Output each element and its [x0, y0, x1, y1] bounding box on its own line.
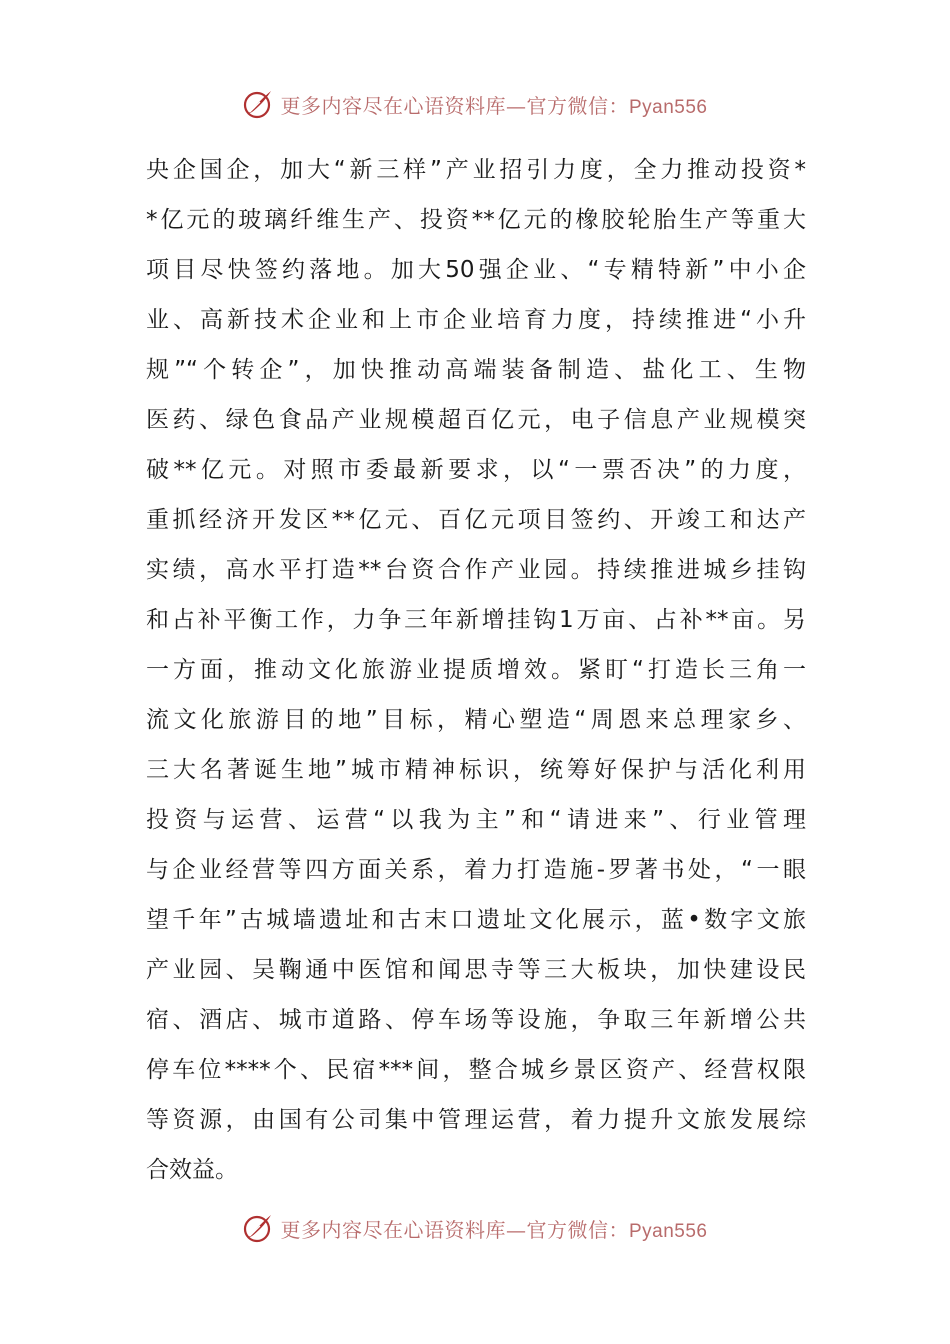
text-line: 规”“个转企”，加快推动高端装备制造、盐化工、生物 — [146, 357, 806, 383]
watermark-text — [280, 90, 707, 119]
watermark-handle: Pyan556 — [628, 96, 708, 118]
text-line: 医药、绿色食品产业规模超百亿元，电子信息产业规模突 — [146, 407, 806, 433]
text-line: 与企业经营等四方面关系，着力打造施-罗著书处，“一眼 — [146, 857, 806, 883]
text-line: 产业园、吴鞠通中医馆和闻思寺等三大板块，加快建设民 — [146, 957, 806, 983]
text-line: 合效益。 — [146, 1157, 238, 1183]
footer-watermark — [0, 1208, 950, 1248]
text-line: 实绩，高水平打造**台资合作产业园。持续推进城乡挂钩 — [146, 557, 806, 583]
text-line: 望千年”古城墙遗址和古末口遗址文化展示，蓝•数字文旅 — [146, 907, 806, 933]
text-line: 宿、酒店、城市道路、停车场等设施，争取三年新增公共 — [146, 1007, 806, 1033]
header-watermark — [0, 84, 950, 124]
watermark-label: 更多内容尽在心语资料库—官方微信： — [280, 1217, 629, 1242]
quill-logo-icon — [242, 1212, 274, 1244]
text-line: 项目尽快签约落地。加大50强企业、“专精特新”中小企 — [146, 257, 806, 283]
text-line: 和占补平衡工作，力争三年新增挂钩1万亩、占补**亩。另 — [146, 607, 806, 633]
text-line: 流文化旅游目的地”目标，精心塑造“周恩来总理家乡、 — [146, 707, 806, 733]
text-line: 央企国企，加大“新三样”产业招引力度，全力推动投资* — [146, 157, 806, 183]
text-line: 投资与运营、运营“以我为主”和“请进来”、行业管理 — [146, 807, 806, 833]
text-line: 停车位****个、民宿***间，整合城乡景区资产、经营权限 — [146, 1057, 806, 1083]
watermark-label: 更多内容尽在心语资料库—官方微信： — [280, 93, 629, 118]
text-line: 破**亿元。对照市委最新要求，以“一票否决”的力度， — [146, 457, 806, 483]
document-body — [146, 145, 806, 1195]
text-line: 等资源，由国有公司集中管理运营，着力提升文旅发展综 — [146, 1107, 806, 1133]
text-line: 重抓经济开发区**亿元、百亿元项目签约、开竣工和达产 — [146, 507, 806, 533]
quill-logo-icon — [242, 88, 274, 120]
text-line: 一方面，推动文化旅游业提质增效。紧盯“打造长三角一 — [146, 657, 806, 683]
watermark-handle: Pyan556 — [628, 1220, 708, 1242]
text-line: 业、高新技术企业和上市企业培育力度，持续推进“小升 — [146, 307, 806, 333]
text-line: 三大名著诞生地”城市精神标识，统筹好保护与活化利用 — [146, 757, 806, 783]
watermark-text — [280, 1214, 707, 1243]
text-line: *亿元的玻璃纤维生产、投资**亿元的橡胶轮胎生产等重大 — [146, 207, 806, 233]
